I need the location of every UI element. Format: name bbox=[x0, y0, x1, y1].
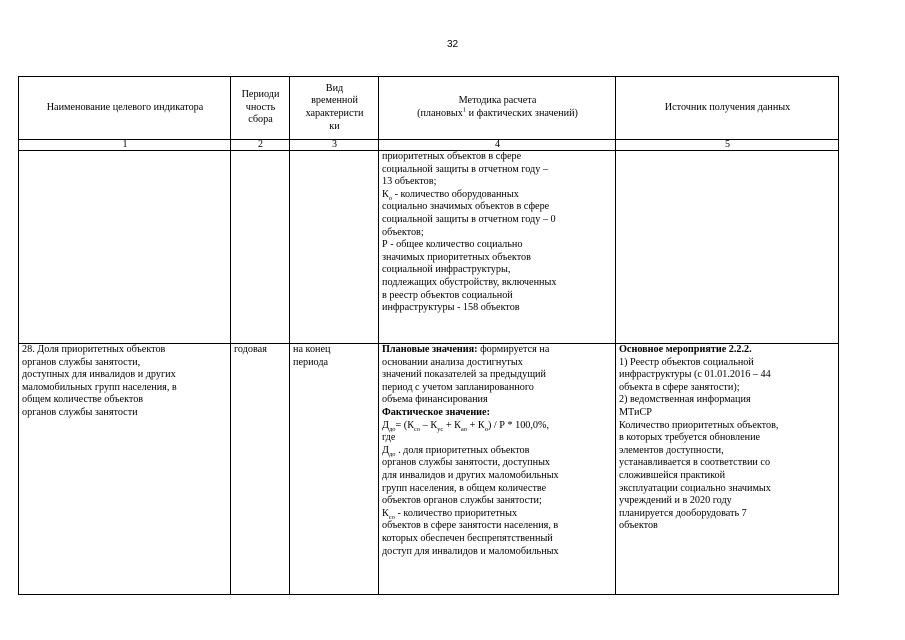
text-line: Количество приоритетных объектов, bbox=[619, 419, 779, 431]
text-line: $К_{со}$ - количество приоритетных bbox=[382, 507, 518, 521]
cell-empty bbox=[19, 151, 231, 344]
text-line: 2) ведомственная информация bbox=[619, 394, 751, 406]
cell-methodology bbox=[379, 344, 616, 595]
formula: $Д_{до}= (К_{со} - К_{ус} + К_{ао} + К_о) / Р * 100,0\%$, bbox=[382, 419, 550, 433]
header-methodology bbox=[379, 77, 616, 140]
text-line: в реестр объектов социальной bbox=[382, 289, 513, 301]
text-line: в которых требуется обновление bbox=[619, 432, 761, 444]
text-line: доступных для инвалидов и других bbox=[22, 369, 176, 381]
text-line: Р - общее количество социально bbox=[382, 239, 523, 251]
text-line: на конец bbox=[293, 344, 331, 355]
text-line: значимых приоритетных объектов bbox=[382, 251, 531, 263]
text-line: период с учетом запланированного bbox=[382, 381, 534, 393]
text-line: которых обеспечен беспрепятственный bbox=[382, 532, 553, 544]
text-line: учреждений и в 2020 году bbox=[619, 495, 732, 507]
header-periodicity-line: чность bbox=[245, 101, 276, 113]
cell-empty bbox=[616, 151, 839, 344]
cell-methodology-continued bbox=[379, 151, 616, 344]
header-periodicity bbox=[231, 77, 290, 140]
text-line: для инвалидов и других маломобильных bbox=[382, 469, 559, 481]
header-periodicity-line: Периоди bbox=[241, 89, 280, 101]
text-line: 1) Реестр объектов социальной bbox=[619, 356, 754, 368]
text-line: социальной инфраструктуры, bbox=[382, 264, 511, 276]
text-line: социальной защиты в отчетном году – 0 bbox=[382, 213, 556, 225]
text-line: элементов доступности, bbox=[619, 444, 724, 456]
text-line: планируется дооборудовать 7 bbox=[619, 507, 747, 519]
actual-label: Фактическое значение: bbox=[382, 406, 490, 418]
text-line: объема финансирования bbox=[382, 394, 488, 406]
indicators-table bbox=[18, 76, 839, 595]
footnote-marker: 1 bbox=[462, 106, 467, 114]
text-line: 13 объектов; bbox=[382, 176, 437, 188]
text-line: устанавливается в соответствии со bbox=[619, 457, 771, 469]
text-line: приоритетных объектов в сфере bbox=[382, 151, 522, 162]
text-line: органов службы занятости bbox=[22, 406, 138, 418]
text-line: доступ для инвалидов и маломобильных bbox=[382, 545, 559, 557]
cell-indicator-name bbox=[19, 344, 231, 595]
header-time-type-line: характеристи bbox=[305, 108, 364, 119]
text-line: значений показателей за предыдущий bbox=[382, 369, 546, 381]
header-time-type bbox=[290, 77, 379, 140]
text-line: объектов; bbox=[382, 226, 424, 238]
column-number: 4 bbox=[379, 140, 616, 151]
text-line: МТиСР bbox=[619, 406, 652, 418]
text-line: объектов в сфере занятости населения, в bbox=[382, 520, 559, 532]
column-number-row bbox=[19, 140, 839, 151]
text-line: органов службы занятости, доступных bbox=[382, 457, 551, 469]
cell-periodicity: годовая bbox=[231, 344, 290, 595]
header-time-type-line: Вид bbox=[325, 82, 344, 94]
column-number: 2 bbox=[231, 140, 290, 151]
text-line: инфраструктуры (с 01.01.2016 – 44 bbox=[619, 369, 771, 381]
column-number: 3 bbox=[290, 140, 379, 151]
column-number: 1 bbox=[19, 140, 231, 151]
text-line: периода bbox=[293, 356, 329, 368]
page-number: 32 bbox=[446, 39, 459, 50]
text-line: объектов органов службы занятости; bbox=[382, 495, 542, 507]
text-line: 28. Доля приоритетных объектов bbox=[22, 344, 166, 355]
text-line: Плановые значения: формируется на bbox=[382, 344, 550, 355]
cell-empty bbox=[231, 151, 290, 344]
header-methodology-line: Методика расчета bbox=[458, 95, 537, 107]
table-row bbox=[19, 344, 839, 595]
text-line: объектов bbox=[619, 520, 658, 532]
header-time-type-line: ки bbox=[329, 120, 340, 132]
text-line: $Д_{до}$ . доля приоритетных объектов bbox=[382, 444, 530, 458]
text-line: сложившейся практикой bbox=[619, 469, 726, 481]
header-periodicity-line: сбора bbox=[248, 114, 273, 126]
text-line: инфраструктуры - 158 объектов bbox=[382, 302, 520, 314]
header-source: Источник получения данных bbox=[616, 77, 839, 140]
text-line: подлежащих обустройству, включенных bbox=[382, 276, 557, 288]
text-line: общем количестве объектов bbox=[22, 394, 144, 406]
cell-source bbox=[616, 344, 839, 595]
column-number: 5 bbox=[616, 140, 839, 151]
source-title: Основное мероприятие 2.2.2. bbox=[619, 344, 752, 355]
text-line: групп населения, в общем количестве bbox=[382, 482, 547, 494]
text-line: эксплуатации социально значимых bbox=[619, 482, 771, 494]
text-line: органов службы занятости, bbox=[22, 356, 141, 368]
header-time-type-line: временной bbox=[311, 95, 358, 107]
text-line: социальной защиты в отчетном году – bbox=[382, 163, 548, 175]
header-methodology-line: (плановых$^1$ и фактических значений) bbox=[417, 106, 578, 119]
cell-empty bbox=[290, 151, 379, 344]
header-indicator-name: Наименование целевого индикатора bbox=[19, 77, 231, 140]
text-line: где bbox=[382, 432, 396, 444]
cell-time-type bbox=[290, 344, 379, 595]
text-line: социально значимых объектов в сфере bbox=[382, 201, 550, 213]
text-line: $К_о$ - количество оборудованных bbox=[382, 188, 519, 202]
text-line: маломобильных групп населения, в bbox=[22, 381, 177, 393]
table-header-row bbox=[19, 77, 839, 140]
text-line: объекта в сфере занятости); bbox=[619, 381, 740, 393]
text-line: основании анализа достигнутых bbox=[382, 356, 523, 368]
table-row bbox=[19, 151, 839, 344]
planned-label: Плановые значения: bbox=[382, 344, 478, 355]
